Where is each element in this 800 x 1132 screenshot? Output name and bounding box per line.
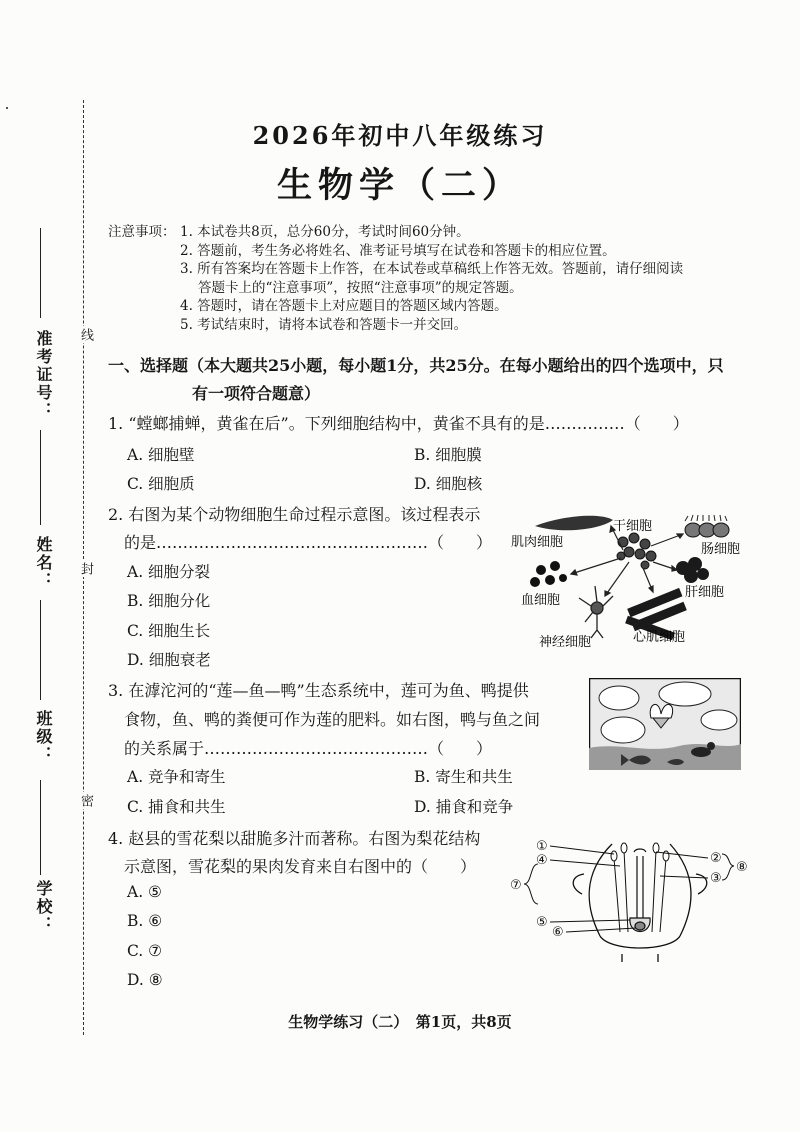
label-cardiac-cell: 心肌细胞 bbox=[633, 630, 686, 645]
label-muscle-cell: 肌肉细胞 bbox=[511, 535, 564, 550]
q4-option-a[interactable]: A. ⑤ bbox=[127, 883, 162, 901]
pear-flower-figure bbox=[510, 836, 760, 964]
q1-stem: 1. “螳螂捕蝉，黄雀在后”。下列细胞结构中，黄雀不具有的是……………（ ） bbox=[108, 414, 689, 433]
label-5: ⑤ bbox=[536, 915, 548, 930]
label-neuron: 神经细胞 bbox=[539, 635, 592, 650]
q4-option-b[interactable]: B. ⑥ bbox=[127, 912, 163, 930]
q4-stem-line2: 示意图，雪花梨的果肉发育来自右图中的（ ） bbox=[124, 857, 477, 876]
q2-option-d[interactable]: D. 细胞衰老 bbox=[127, 651, 211, 669]
binding-word-feng: 封 bbox=[78, 562, 93, 575]
q3-option-c[interactable]: C. 捕食和共生 bbox=[127, 798, 226, 816]
note-item: 5. 考试结束时，请将本试卷和答题卡一并交回。 bbox=[180, 316, 468, 333]
q2-stem-line2: 的是……………………………………………（ ） bbox=[124, 533, 493, 552]
school-label: 学校： bbox=[34, 880, 53, 934]
label-intestine-cell: 肠细胞 bbox=[701, 542, 741, 557]
label-7: ⑦ bbox=[510, 878, 522, 893]
label-6: ⑥ bbox=[552, 925, 564, 940]
note-item-continued: 答题卡上的“注意事项”，按照“注意事项”的规定答题。 bbox=[198, 279, 523, 296]
binding-word-xian: 线 bbox=[78, 328, 93, 341]
lotus-leaf-icon bbox=[601, 717, 645, 743]
q3-option-b[interactable]: B. 寄生和共生 bbox=[414, 768, 513, 786]
q4-option-d[interactable]: D. ⑧ bbox=[127, 971, 163, 989]
name-blank[interactable] bbox=[40, 430, 41, 525]
label-4: ④ bbox=[536, 853, 548, 868]
speck bbox=[6, 107, 8, 109]
lotus-leaf-icon bbox=[659, 682, 711, 706]
name-label: 姓名： bbox=[34, 536, 53, 590]
liver-cells-icon bbox=[676, 557, 709, 583]
q1-option-a[interactable]: A. 细胞壁 bbox=[127, 446, 195, 464]
leader-lines bbox=[550, 846, 708, 932]
lotus-pond-figure bbox=[589, 678, 741, 770]
exam-id-blank[interactable] bbox=[40, 228, 41, 318]
q3-stem-line2: 食物，鱼、鸭的粪便可作为莲的肥料。如右图，鸭与鱼之间 bbox=[124, 710, 541, 729]
page-footer: 生物学练习（二） 第1页，共8页 bbox=[288, 1013, 512, 1031]
stem-cells-icon bbox=[617, 533, 656, 569]
binding-word-mi: 密 bbox=[78, 794, 93, 807]
q4-stem-line1: 4. 赵县的雪花梨以甜脆多汁而著称。右图为梨花结构 bbox=[108, 829, 481, 848]
exam-id-label: 准考证号： bbox=[34, 330, 53, 420]
label-3: ③ bbox=[710, 871, 722, 886]
label-blood-cell: 血细胞 bbox=[521, 593, 561, 608]
section-heading-line2: 有一项符合题意） bbox=[192, 384, 321, 403]
section-heading-line1: 一、选择题（本大题共25小题，每小题1分，共25分。在每小题给出的四个选项中，只 bbox=[108, 356, 724, 375]
q2-option-a[interactable]: A. 细胞分裂 bbox=[127, 563, 211, 581]
q3-stem-line1: 3. 在滹沱河的“莲—鱼—鸭”生态系统中，莲可为鱼、鸭提供 bbox=[108, 681, 529, 700]
q2-option-c[interactable]: C. 细胞生长 bbox=[127, 622, 211, 640]
note-item: 4. 答题时，请在答题卡上对应题目的答题区域内答题。 bbox=[180, 298, 508, 315]
arrows bbox=[571, 526, 683, 596]
q1-option-c[interactable]: C. 细胞质 bbox=[127, 475, 195, 493]
class-blank[interactable] bbox=[40, 600, 41, 700]
label-8: ⑧ bbox=[736, 860, 748, 875]
exam-title: 2026年初中八年级练习 bbox=[252, 121, 548, 150]
blood-cells-icon bbox=[530, 561, 567, 587]
intestine-cells-icon bbox=[685, 515, 729, 537]
cell-differentiation-figure bbox=[505, 508, 775, 668]
note-item: 3. 所有答案均在答题卡上作答，在本试卷或草稿纸上作答无效。答题前，请仔细阅读 bbox=[180, 261, 684, 278]
section-heading bbox=[108, 352, 778, 408]
lotus-leaf-icon bbox=[701, 710, 737, 730]
brace-7 bbox=[524, 864, 538, 904]
q3-option-a[interactable]: A. 竞争和寄生 bbox=[127, 768, 226, 786]
muscle-cell-icon bbox=[535, 516, 613, 531]
flower-outline bbox=[573, 844, 707, 962]
q1-option-b[interactable]: B. 细胞膜 bbox=[414, 446, 482, 464]
class-label: 班级： bbox=[34, 710, 53, 764]
q2-stem-line1: 2. 右图为某个动物细胞生命过程示意图。该过程表示 bbox=[108, 505, 481, 524]
subject-title: 生物学（二） bbox=[276, 165, 523, 206]
pistil bbox=[630, 849, 650, 932]
note-item: 2. 答题前，考生务必将姓名、准考证号填写在试卷和答题卡的相应位置。 bbox=[180, 242, 616, 259]
q4-option-c[interactable]: C. ⑦ bbox=[127, 942, 163, 960]
q2-option-b[interactable]: B. 细胞分化 bbox=[127, 592, 211, 610]
q1-option-d[interactable]: D. 细胞核 bbox=[414, 475, 483, 493]
label-liver-cell: 肝细胞 bbox=[685, 585, 725, 600]
label-stem-cell: 干细胞 bbox=[613, 519, 653, 534]
notes-label: 注意事项： bbox=[108, 224, 176, 240]
label-2: ② bbox=[710, 851, 722, 866]
label-1: ① bbox=[536, 839, 548, 854]
school-blank[interactable] bbox=[40, 780, 41, 875]
brace-8 bbox=[722, 854, 734, 880]
q3-stem-line3: 的关系属于……………………………………（ ） bbox=[124, 739, 493, 758]
notes-block bbox=[108, 223, 683, 335]
q3-option-d[interactable]: D. 捕食和竞争 bbox=[414, 798, 514, 816]
lotus-leaf-icon bbox=[599, 686, 639, 710]
note-item: 1. 本试卷共8页，总分60分，考试时间60分钟。 bbox=[180, 224, 470, 240]
